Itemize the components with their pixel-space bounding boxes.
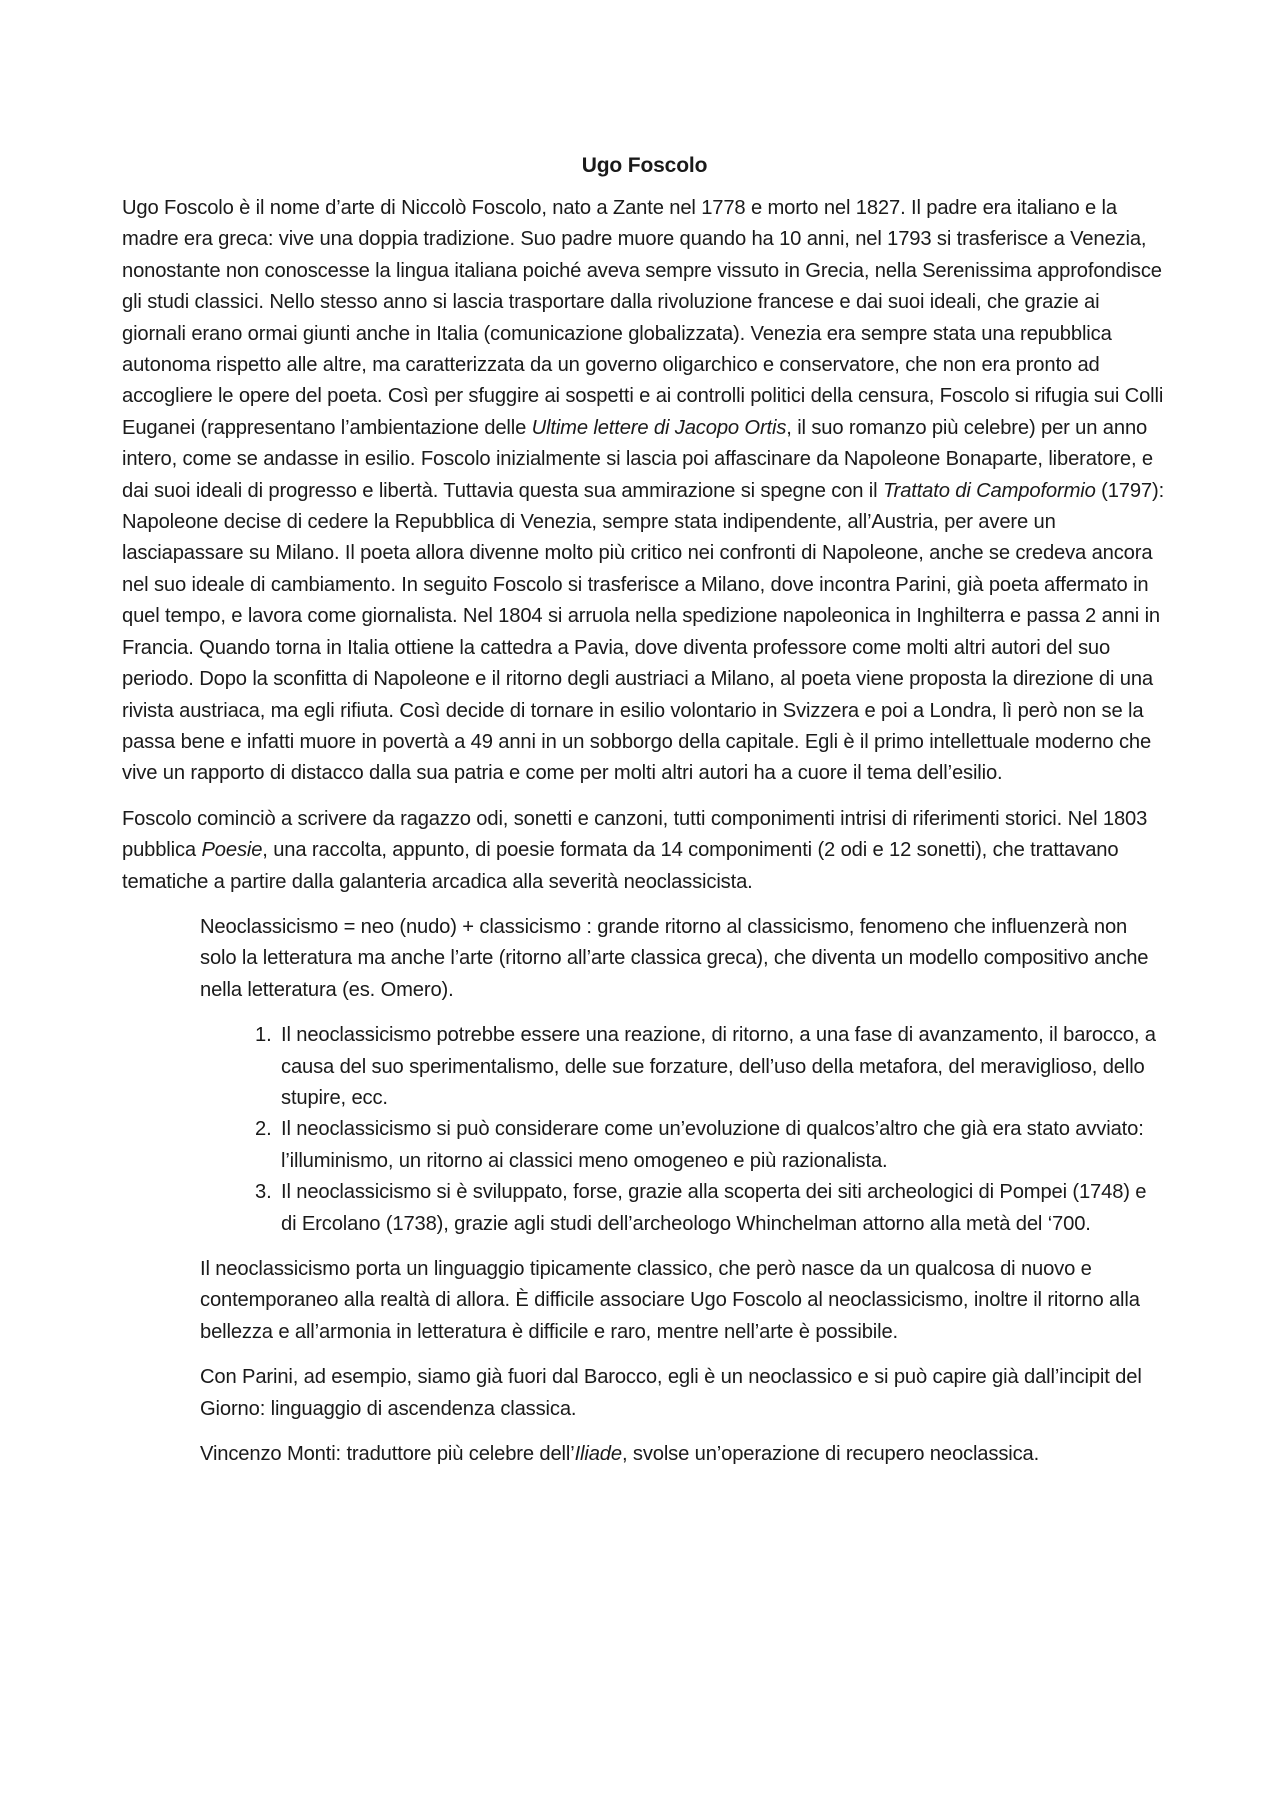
works-paragraph	[122, 804, 1167, 898]
biography-text-1: Ugo Foscolo è il nome d’arte di Niccolò Foscolo, nato a Zante nel 1778 e morto nel 1827. Il padre era italiano e la madre era greca: vive una doppia tradizione. Suo padre muore quando ha 10 anni, nel 1793 si trasferisce a Venezia, nonostante non conoscesse la lingua italiana poiché aveva sempre vissuto in Grecia, nella Serenissima approfondisce gli studi classici. Nello stesso anno si lascia trasportare dalla rivoluzione francese e dai suoi ideali, che grazie ai giornali erano ormai giunti anche in Italia (comunicazione globalizzata). Venezia era sempre stata una repubblica autonoma rispetto alle altre, ma caratterizzata da un governo oligarchico e conservatore, che non era pronto ad accogliere le opere del poeta. Così per sfuggire ai sospetti e ai controlli politici della censura, Foscolo si rifugia sui Colli Euganei (rappresentano l’ambientazione delle	[122, 197, 1164, 439]
biography-italic-title-1: Ultime lettere di Jacopo Ortis	[531, 416, 787, 439]
neoclassicism-definition: Neoclassicismo = neo (nudo) + classicismo : grande ritorno al classicismo, fenomeno che influenzerà non solo la letteratura ma anche l’arte (ritorno all’arte classica greca), che diventa un modello compositivo anche nella letteratura (es. Omero).	[200, 915, 1149, 1001]
works-text-2: , una raccolta, appunto, di poesie formata da 14 componimenti (2 odi e 12 sonetti), che trattavano tematiche a partire dalla galanteria arcadica alla severità neoclassicista.	[122, 839, 1119, 893]
monti-text-1: Vincenzo Monti: traduttore più celebre dell’	[200, 1443, 575, 1466]
biography-paragraph	[122, 193, 1167, 790]
biography-italic-title-2: Trattato di Campoformio	[882, 479, 1096, 502]
neoclassicism-list	[122, 1020, 1167, 1240]
monti-text-2: , svolse un’operazione di recupero neoclassica.	[621, 1443, 1040, 1466]
works-italic-title: Poesie	[201, 839, 263, 862]
monti-italic-title: Iliade	[574, 1443, 622, 1466]
document-title: Ugo Foscolo	[581, 154, 708, 177]
list-item: 2. Il neoclassicismo si può considerare come un’evoluzione di qualcos’altro che già era stato avviato: l’illuminismo, un ritorno ai classici meno omogeneo e più razionalista.	[277, 1114, 1167, 1177]
parini-paragraph: Con Parini, ad esempio, siamo già fuori dal Barocco, egli è un neoclassico e si può capire già dall’incipit del Giorno: linguaggio di ascendenza classica.	[200, 1366, 1142, 1420]
neoclassicism-language-paragraph: Il neoclassicismo porta un linguaggio tipicamente classico, che però nasce da un qualcosa di nuovo e contemporaneo alla realtà di allora. È difficile associare Ugo Foscolo al neoclassicismo, inoltre il ritorno alla bellezza e all’armonia in letteratura è difficile e raro, mentre nell’arte è possibile.	[200, 1258, 1140, 1343]
works-text-1: Foscolo cominciò a scrivere da ragazzo odi, sonetti e canzoni, tutti componimenti intrisi di riferimenti storici. Nel 1803 pubblica	[122, 807, 1148, 862]
list-item: 3. Il neoclassicismo si è sviluppato, forse, grazie alla scoperta dei siti archeologici di Pompei (1748) e di Ercolano (1738), grazie agli studi dell’archeologo Whinchelman attorno alla metà del ‘700.	[277, 1177, 1167, 1240]
biography-text-3: (1797): Napoleone decise di cedere la Repubblica di Venezia, sempre stata indipendente, all’Austria, per avere un lasciapassare su Milano. Il poeta allora divenne molto più critico nei confronti di Napoleone, anche se credeva ancora nel suo ideale di cambiamento. In seguito Foscolo si trasferisce a Milano, dove incontra Parini, già poeta affermato in quel tempo, e lavora come giornalista. Nel 1804 si arruola nella spedizione napoleonica in Inghilterra e passa 2 anni in Francia. Quando torna in Italia ottiene la cattedra a Pavia, dove diventa professore come molti altri autori del suo periodo. Dopo la sconfitta di Napoleone e il ritorno degli austriaci a Milano, al poeta viene proposta la direzione di una rivista austriaca, ma egli rifiuta. Così decide di tornare in esilio volontario in Svizzera e poi a Londra, lì però non se la passa bene e infatti muore in povertà a 49 anni in un sobborgo della capitale. Egli è il primo intellettuale moderno che vive un rapporto di distacco dalla sua patria e come per molti altri autori ha a cuore il tema dell’esilio.	[122, 479, 1165, 785]
monti-paragraph	[200, 1439, 1167, 1470]
document-body	[122, 150, 1167, 1484]
biography-text-2: , il suo romanzo più celebre) per un anno intero, come se andasse in esilio. Foscolo inizialmente si lascia poi affascinare da Napoleone Bonaparte, liberatore, e dai suoi ideali di progresso e libertà. Tuttavia questa sua ammirazione si spegne con il	[122, 416, 1154, 502]
list-item: 1. Il neoclassicismo potrebbe essere una reazione, di ritorno, a una fase di avanzamento, il barocco, a causa del suo sperimentalismo, delle sue forzature, dell’uso della metafora, del meraviglioso, dello stupire, ecc.	[277, 1020, 1167, 1114]
